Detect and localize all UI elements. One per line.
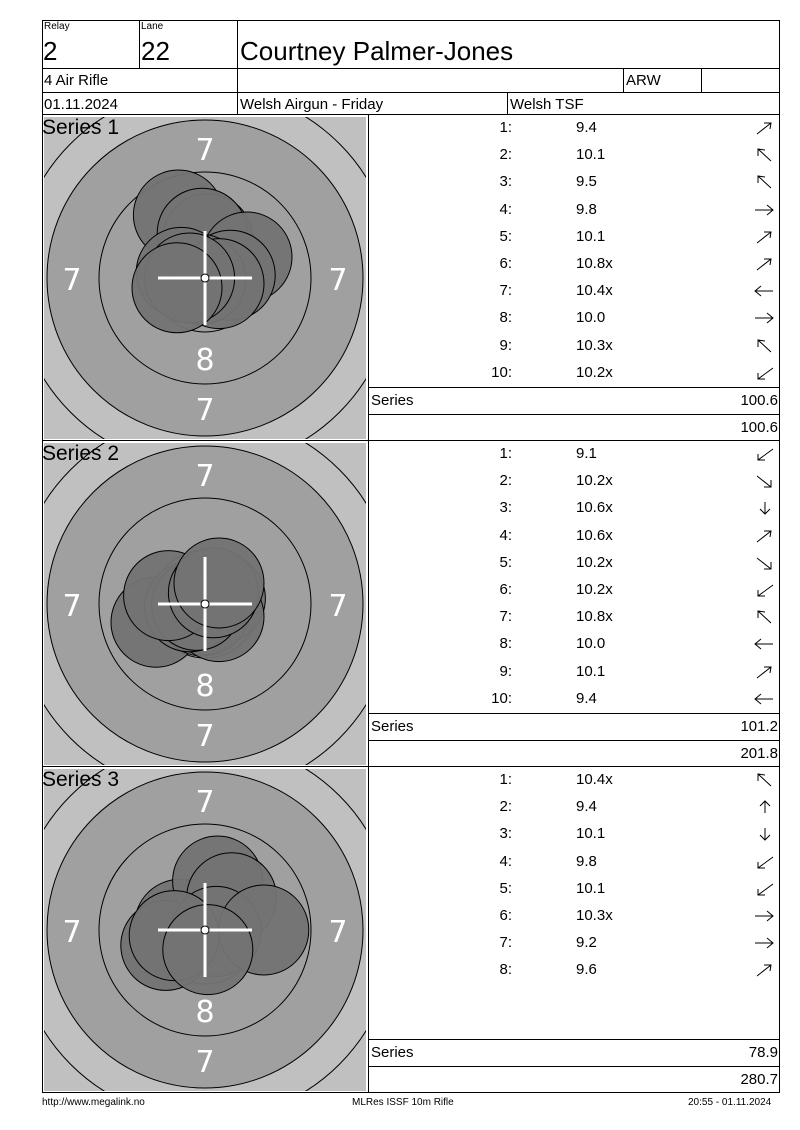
series-title: Series 2 [42,442,120,465]
shot-score: 10.1 [576,662,606,680]
series-label: Series [371,1044,414,1061]
relay-value: 2 [43,36,58,66]
shot-direction-arrow-icon [753,935,777,951]
shot-score: 10.0 [576,635,606,653]
series-label: Series [371,718,414,735]
competition-date: 01.11.2024 [44,96,118,113]
shot-number: 8: [499,309,512,327]
series-total-divider [368,713,780,714]
shot-direction-arrow-icon [753,338,777,354]
header-divider-2 [42,92,780,93]
shot-direction-arrow-icon [753,636,777,652]
shot-score: 9.2 [576,934,597,952]
footer-timestamp: 20:55 - 01.11.2024 [688,1097,772,1108]
shot-score: 10.8x [576,255,613,272]
ring-number: 7 [62,589,82,624]
series-divider [42,766,780,767]
shot-score: 10.4x [576,771,613,788]
shot-score: 9.4 [576,119,597,136]
ring-number: 7 [195,719,215,754]
cumulative-divider [368,414,780,415]
shot-direction-arrow-icon [753,609,777,625]
ring-number: 7 [328,589,348,624]
shot-score: 10.1 [576,227,606,245]
group-center-dot [201,600,209,608]
shot-score: 10.1 [576,825,606,843]
ring-number: 8 [195,995,215,1030]
shot-number: 4: [499,852,512,870]
shot-number: 8: [499,635,512,653]
footer-url: http://www.megalink.no [42,1097,145,1108]
ring-number: 7 [195,459,215,494]
series-total: 100.6 [740,392,778,409]
relay-label: Relay [44,21,70,32]
shot-number: 9: [499,662,512,680]
header-vdiv-club [623,68,624,92]
shot-direction-arrow-icon [753,174,777,190]
shot-score: 10.2x [576,472,613,490]
shot-number: 9: [499,336,512,354]
group-center-dot [201,274,209,282]
ring-number: 7 [328,915,348,950]
shot-hole [132,243,222,333]
shot-direction-arrow-icon [753,582,777,598]
header-divider-1 [42,68,780,69]
shot-number: 4: [499,526,512,544]
shot-number: 3: [499,825,512,843]
lane-label: Lane [141,21,164,32]
organiser-name: Welsh TSF [510,96,584,113]
shot-score: 10.1 [576,879,606,897]
shot-number: 8: [499,961,512,979]
shot-number: 7: [499,608,512,626]
shot-direction-arrow-icon [753,147,777,163]
shot-direction-arrow-icon [753,908,777,924]
border-right [779,20,780,1093]
series-vdivider [368,441,369,767]
header-vdiv-club2 [701,68,702,92]
cumulative-total: 201.8 [740,745,778,762]
shot-number: 10: [491,689,512,707]
ring-number: 7 [195,1045,215,1080]
target-face [44,117,366,439]
series-divider [42,440,780,441]
shot-direction-arrow-icon [753,826,777,842]
shot-score: 10.8x [576,608,613,626]
cumulative-total: 280.7 [740,1071,778,1088]
series-total: 78.9 [748,1044,778,1061]
ring-number: 8 [195,343,215,378]
shot-number: 10: [491,363,512,381]
shot-score: 9.4 [576,798,597,816]
shot-number: 6: [499,907,512,924]
shot-score: 9.4 [576,689,597,707]
shot-number: 4: [499,200,512,218]
shot-number: 3: [499,499,512,517]
series-label: Series [371,392,414,409]
series-vdivider [368,115,369,441]
shot-number: 2: [499,798,512,816]
club-code: ARW [626,72,661,89]
shot-score: 10.6x [576,526,613,544]
shot-direction-arrow-icon [753,555,777,571]
ring-number: 7 [195,133,215,168]
shot-number: 6: [499,581,512,598]
competition-name: Welsh Airgun - Friday [240,96,384,113]
footer-software: MLRes ISSF 10m Rifle [352,1097,454,1108]
shot-number: 2: [499,472,512,490]
shot-direction-arrow-icon [753,310,777,326]
shot-score: 9.1 [576,445,597,462]
shot-score: 10.3x [576,336,613,354]
shot-number: 3: [499,173,512,191]
shot-score: 9.8 [576,852,597,870]
series-total-divider [368,387,780,388]
shot-direction-arrow-icon [753,691,777,707]
series-title: Series 3 [42,768,120,791]
shot-score: 10.2x [576,581,613,598]
header-vdiv-name [237,20,238,114]
target-face [44,443,366,765]
lane-value: 22 [141,36,170,66]
shot-direction-arrow-icon [753,202,777,218]
shot-direction-arrow-icon [753,500,777,516]
shot-score: 9.8 [576,200,597,218]
shot-score: 10.2x [576,363,613,381]
shot-direction-arrow-icon [753,229,777,245]
shot-score: 10.0 [576,309,606,327]
shot-score: 10.2x [576,553,613,571]
shot-direction-arrow-icon [753,881,777,897]
shot-number: 5: [499,227,512,245]
shot-hole [174,538,264,628]
border-bottom [42,1092,780,1093]
ring-number: 7 [195,785,215,820]
shot-direction-arrow-icon [753,664,777,680]
header-divider-3 [42,114,780,115]
shot-number: 1: [499,771,512,788]
shot-direction-arrow-icon [753,120,777,136]
shot-number: 6: [499,255,512,272]
shot-number: 7: [499,934,512,952]
event-name: 4 Air Rifle [44,72,109,89]
cumulative-divider [368,740,780,741]
shot-direction-arrow-icon [753,772,777,788]
shot-direction-arrow-icon [753,962,777,978]
ring-number: 8 [195,669,215,704]
shot-direction-arrow-icon [753,446,777,462]
group-center-dot [201,926,209,934]
ring-number: 7 [328,263,348,298]
cumulative-total: 100.6 [740,419,778,436]
shooter-name: Courtney Palmer-Jones [240,36,514,66]
series-vdivider [368,767,369,1092]
header-vdiv-relay [139,20,140,68]
shot-number: 5: [499,553,512,571]
shot-hole [163,905,253,995]
cumulative-divider [368,1066,780,1067]
shot-number: 1: [499,445,512,462]
ring-number: 7 [62,263,82,298]
series-total-divider [368,1039,780,1040]
shot-number: 7: [499,282,512,300]
series-total: 101.2 [740,718,778,735]
shot-score: 10.4x [576,282,613,300]
target-face [44,769,366,1091]
shot-direction-arrow-icon [753,365,777,381]
ring-number: 7 [62,915,82,950]
shot-direction-arrow-icon [753,528,777,544]
shot-score: 10.3x [576,907,613,924]
shot-number: 1: [499,119,512,136]
shot-score: 10.6x [576,499,613,517]
ring-number: 7 [195,393,215,428]
shot-score: 10.1 [576,146,606,164]
shot-direction-arrow-icon [753,854,777,870]
shot-direction-arrow-icon [753,256,777,272]
shot-direction-arrow-icon [753,283,777,299]
shot-direction-arrow-icon [753,799,777,815]
shot-number: 5: [499,879,512,897]
header-vdiv-org [507,92,508,114]
shot-number: 2: [499,146,512,164]
shot-direction-arrow-icon [753,473,777,489]
series-title: Series 1 [42,116,120,139]
shot-score: 9.6 [576,961,597,979]
border-left [42,20,43,1093]
shot-score: 9.5 [576,173,597,191]
